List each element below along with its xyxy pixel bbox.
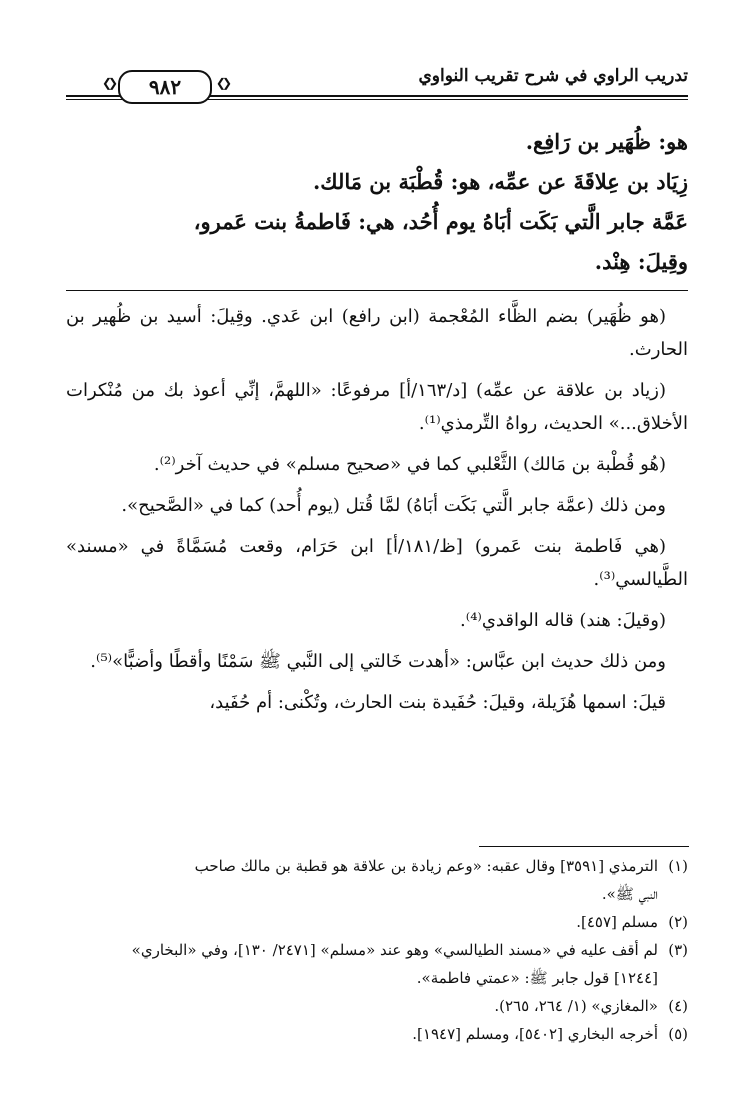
page-number-ornament — [118, 70, 212, 104]
footnote-text: «المغازي» (١/ ٢٦٤، ٢٦٥). — [494, 997, 658, 1015]
footnote-text: مسلم [٤٥٧]. — [576, 913, 658, 931]
page-number: ❮❯ ٩٨٢ — [148, 75, 182, 99]
commentary-paragraph: ومن ذلك حديث ابن عبَّاس: «أهدت خَالتي إلى النَّبي ﷺ سَمْنًا وأقطًا وأضبًّا»⁽⁵⁾. — [90, 651, 666, 672]
footnote-mark: (٢) — [668, 913, 688, 931]
footnotes — [66, 852, 688, 1048]
matn-line: وقِيلَ: هِنْد. — [594, 249, 688, 274]
commentary-paragraph: (هي فَاطمة بنت عَمرو) [ظ/١٨١/أ] ابن حَرَام، وقعت مُسَمَّاةً في «مسند» الطَّيالسي⁽³⁾. — [66, 536, 688, 590]
commentary-paragraph: (هُو قُطْبة بن مَالك) الثَّعْلبي كما في «صحيح مسلم» في حديث آخر⁽²⁾. — [153, 454, 666, 475]
footnote — [66, 908, 688, 936]
section-separator — [66, 290, 688, 291]
commentary-paragraph: (زياد بن علاقة عن عمِّه) [د/١٦٣/أ] مرفوعًا: «اللهمَّ، إنِّي أعوذ بك من مُنْكرات الأخلاق...» الحديث، رواهُ التِّرمذي⁽¹⁾. — [66, 380, 688, 434]
matn-text — [66, 122, 688, 282]
commentary-paragraph: ومن ذلك (عمَّة جابر الَّتي بَكَت أبَاهُ) لمَّا قُتل (يوم أُحد) كما في «الصَّحيح». — [121, 495, 666, 516]
footnote-mark: (٤) — [668, 997, 688, 1015]
footnote-continuation: [١٢٤٤] قول جابر ﷺ: «عمتي فاطمة». — [416, 969, 658, 987]
footnote-mark: (٥) — [668, 1025, 688, 1043]
footnote — [66, 852, 688, 880]
commentary-text — [66, 300, 688, 727]
footnote-mark: (٣) — [668, 941, 688, 959]
matn-line: زِيَاد بن عِلاقَةَ عن عمِّه، هو: قُطْبَة بن مَالك. — [312, 169, 688, 194]
commentary-paragraph: (هو ظُهَير) بضم الظَّاء المُعْجمة (ابن رافع) ابن عَدي. وقِيلَ: أسيد بن ظُهير بن الحارث. — [66, 306, 688, 360]
footnote-continuation: النبي ﷺ». — [601, 885, 658, 903]
footnote — [66, 936, 688, 964]
page-header — [66, 64, 688, 104]
running-title: تدريب الراوي في شرح تقريب النواوي — [418, 66, 688, 86]
footnote-mark: (١) — [668, 857, 688, 875]
commentary-paragraph: (وقيلَ: هند) قاله الواقدي⁽⁴⁾. — [460, 610, 666, 631]
matn-line: عَمَّة جابر الَّتي بَكَت أبَاهُ يوم أُحُد، هي: فَاطمةُ بنت عَمرو، — [193, 209, 688, 234]
footnote-text: الترمذي [٣٥٩١] وقال عقبه: «وعم زيادة بن علاقة هو قطبة بن مالك صاحب — [194, 857, 658, 875]
commentary-paragraph: قيلَ: اسمها هُزَيلة، وقيلَ: حُفَيدة بنت الحارث، وتُكْنى: أم حُفَيد، — [209, 692, 666, 713]
footnote-text: أخرجه البخاري [٥٤٠٢]، ومسلم [١٩٤٧]. — [412, 1025, 658, 1043]
footnote-text: لم أقف عليه في «مسند الطيالسي» وهو عند «مسلم» [٢٤٧١/ ١٣٠]، وفي «البخاري» — [131, 941, 658, 959]
matn-line: هو: ظُهَير بن رَافِع. — [525, 129, 688, 154]
footnote — [66, 992, 688, 1020]
footnote — [66, 1020, 688, 1048]
footnote-separator — [479, 846, 689, 847]
